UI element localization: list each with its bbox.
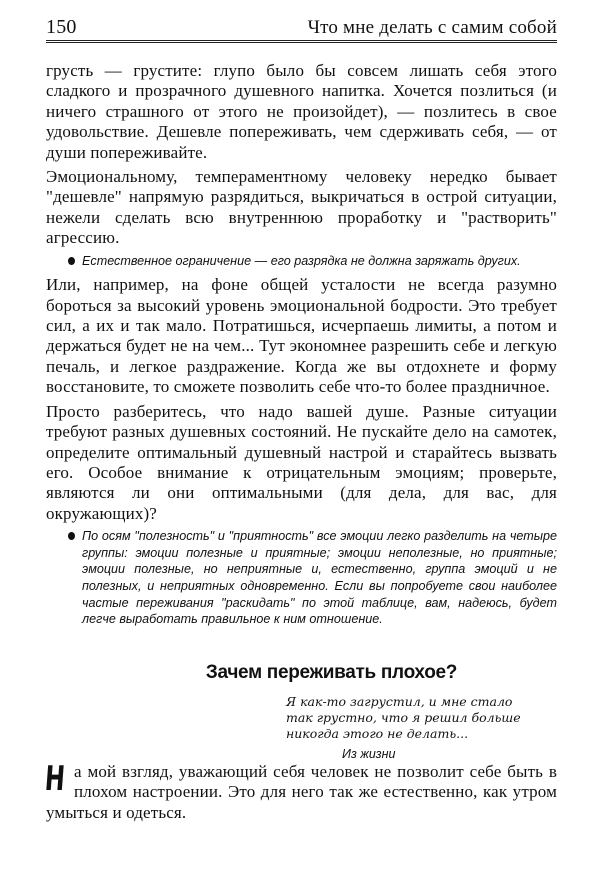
section-first-paragraph xyxy=(43,758,557,823)
body-paragraph: Или, например, на фоне общей усталости не всегда разумно бороться за высокий уровень эмоциональной бодрости. Это требует сил, а их и так мало. Потратишься, исчерпаешь лимиты, а потом и держаться будет не на чем... Тут экономнее разрешить себе и легкую печаль, и легкое раздражение. Когда же вы отдохнете и форму восстановите, то сможете позволить себе что-то более праздничное. xyxy=(46,275,557,397)
paragraph-text: а мой взгляд, уважающий себя человек не позволит себе быть в плохом настроении. Это для него так же естественно, как утром умыться и одеться. xyxy=(46,761,557,822)
bullet-note xyxy=(46,253,557,270)
epigraph-line: так грустно, что я решил больше xyxy=(286,709,521,725)
epigraph xyxy=(286,694,557,762)
epigraph-line: Я как-то загрустил, и мне стало xyxy=(286,693,513,709)
bullet-note xyxy=(46,528,557,628)
body-paragraph: Просто разберитесь, что надо вашей душе. Разные ситуации требуют разных душевных состояний. Не пускайте дело на самотек, определите оптимальный душевный настрой и старайтесь вызвать его. Особое внимание к отрицательным эмоциям; проверьте, являются ли они оптимальными (для дела, для вас, для окружающих)? xyxy=(46,401,557,523)
running-header xyxy=(46,16,557,40)
epigraph-line: никогда этого не делать... xyxy=(286,725,469,741)
running-title: Что мне делать с самим собой xyxy=(307,17,557,38)
note-text: По осям "полезность" и "приятность" все эмоции легко разделить на четыре группы: эмоции полезные и приятные; эмоции неполезные, но приятные; эмоции полезные, но неприятные и, естественно, группа эмоций и не полезных, и неприятных одновременно. Если вы попробуете свои наиболее частые переживания "раскидать" по этой таблице, вам, надеюсь, будет легче выработать правильное к ним отношение. xyxy=(82,529,557,627)
body-paragraph: Эмоциональному, темпераментному человеку нередко бывает "дешевле" напрямую разрядиться, выкричаться в острой ситуации, нежели сделать всю внутреннюю проработку и "растворить" агрессию. xyxy=(46,167,557,248)
book-page xyxy=(43,16,557,827)
header-rule xyxy=(46,40,557,43)
drop-cap: Н xyxy=(43,758,67,799)
body-paragraph: грусть — грустите: глупо было бы совсем лишать себя этого сладкого и прозрачного душевного напитка. Хочется позлиться (и ничего страшного от этого не произойдет), — позлитесь в свое удовольствие. Дешевле попереживать, чем сдерживать себя, — от души попереживайте. xyxy=(46,61,557,162)
bullet-icon xyxy=(68,257,75,265)
bullet-icon xyxy=(68,532,75,540)
epigraph-source: Из жизни xyxy=(342,746,396,761)
section-heading: Зачем переживать плохое? xyxy=(205,661,458,683)
note-text: Естественное ограничение — его разрядка не должна заряжать других. xyxy=(82,253,521,268)
page-number: 150 xyxy=(46,16,77,38)
